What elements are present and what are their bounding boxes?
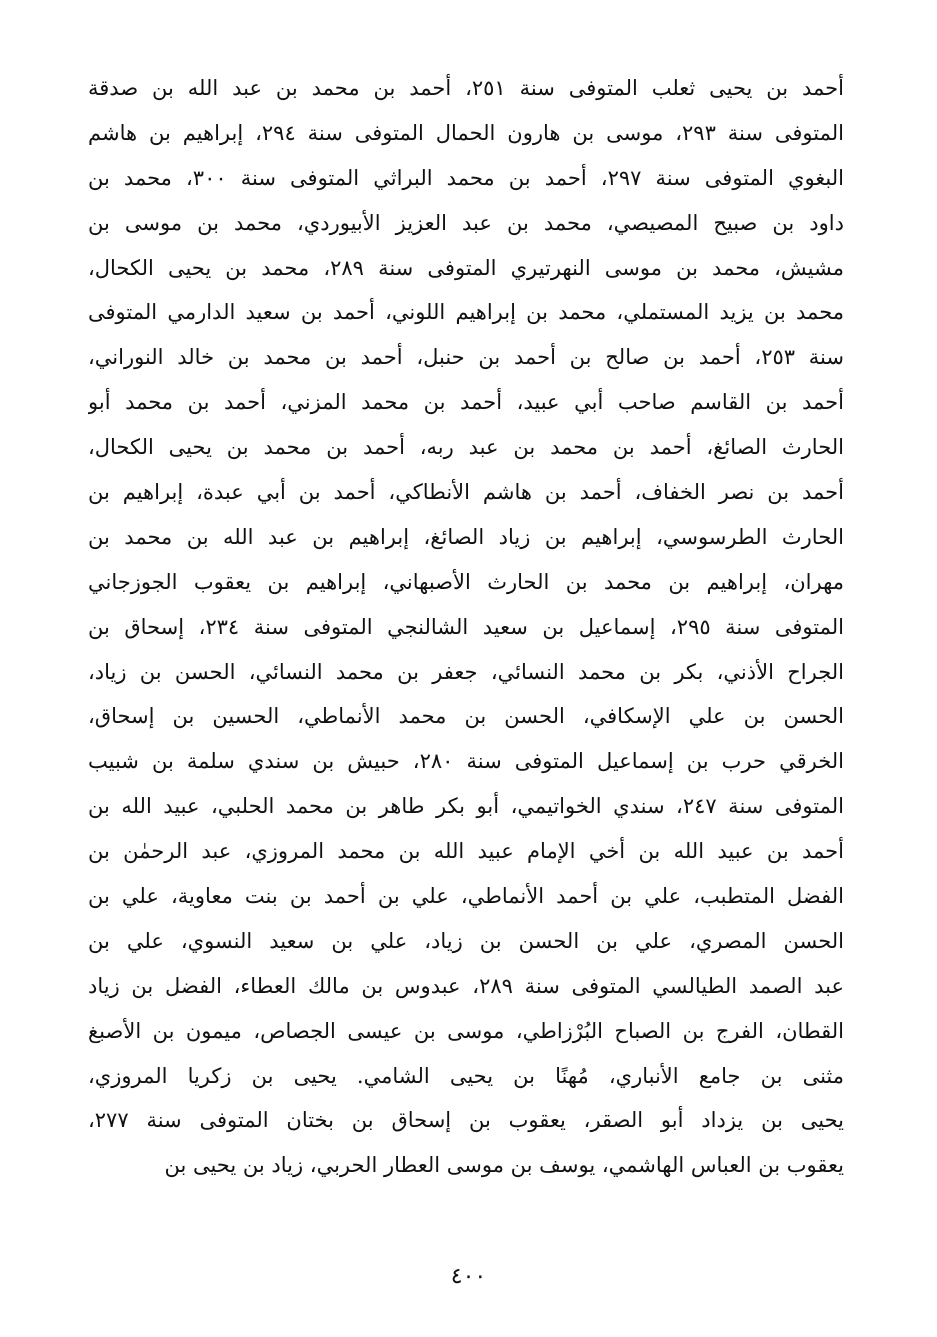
text-line: أحمد بن نصر الخفاف، أحمد بن هاشم الأنطاكي، أحمد بن أبي عبدة، إبراهيم بن (88, 480, 844, 505)
text-line: القطان، الفرج بن الصباح البُرْزاطي، موسى بن عيسى الجصاص، ميمون بن الأصبغ (88, 1018, 844, 1043)
text-line: عبد الصمد الطيالسي المتوفى سنة ٢٨٩، عبدوس بن مالك العطاء، الفضل بن زياد (88, 973, 844, 998)
text-line: مثنى بن جامع الأنباري، مُهنًا بن يحيى الشامي. يحيى بن زكريا المروزي، (88, 1063, 844, 1088)
text-line: المتوفى سنة ٢٤٧، سندي الخواتيمي، أبو بكر طاهر بن محمد الحلبي، عبيد الله بن (88, 794, 844, 819)
text-line: الحارث الصائغ، أحمد بن محمد بن عبد ربه، أحمد بن محمد بن يحيى الكحال، (88, 435, 844, 460)
text-line: محمد بن يزيد المستملي، محمد بن إبراهيم اللوني، أحمد بن سعيد الدارمي المتوفى (88, 300, 844, 325)
text-line: المتوفى سنة ٢٩٣، موسى بن هارون الحمال المتوفى سنة ٢٩٤، إبراهيم بن هاشم (88, 120, 844, 145)
text-line: أحمد بن يحيى ثعلب المتوفى سنة ٢٥١، أحمد بن محمد بن عبد الله بن صدقة (88, 76, 844, 100)
text-line: مشيش، محمد بن موسى النهرتيري المتوفى سنة ٢٨٩، محمد بن يحيى الكحال، (88, 255, 844, 280)
text-line: الفضل المتطبب، علي بن أحمد الأنماطي، علي بن أحمد بن بنت معاوية، علي بن (88, 884, 844, 909)
text-line: يعقوب بن العباس الهاشمي، يوسف بن موسى العطار الحربي، زياد بن يحيى بن (164, 1153, 844, 1178)
page-number: ٤٠٠ (450, 1264, 487, 1289)
text-line: المتوفى سنة ٢٩٥، إسماعيل بن سعيد الشالنجي المتوفى سنة ٢٣٤، إسحاق بن (88, 614, 844, 639)
text-line: الحارث الطرسوسي، إبراهيم بن زياد الصائغ، إبراهيم بن عبد الله بن محمد بن (88, 524, 844, 549)
text-line: البغوي المتوفى سنة ٢٩٧، أحمد بن محمد البراثي المتوفى سنة ٣٠٠، محمد بن (88, 165, 844, 190)
text-line: يحيى بن يزداد أبو الصقر، يعقوب بن إسحاق بن بختان المتوفى سنة ٢٧٧، (88, 1108, 844, 1133)
text-line: الحسن بن علي الإسكافي، الحسن بن محمد الأنماطي، الحسين بن إسحاق، (88, 704, 844, 729)
text-line: أحمد بن عبيد الله بن أخي الإمام عبيد الله بن محمد المروزي، عبد الرحمٰن بن (88, 839, 844, 864)
text-line: مهران، إبراهيم بن محمد بن الحارث الأصبهاني، إبراهيم بن يعقوب الجوزجاني (88, 569, 844, 594)
text-line: الخرقي حرب بن إسماعيل المتوفى سنة ٢٨٠، حبيش بن سندي سلمة بن شبيب (88, 749, 844, 774)
text-line: داود بن صبيح المصيصي، محمد بن عبد العزيز الأبيوردي، محمد بن موسى بن (88, 210, 844, 235)
text-line: أحمد بن القاسم صاحب أبي عبيد، أحمد بن محمد المزني، أحمد بن محمد أبو (88, 390, 844, 415)
text-line: الجراح الأذني، بكر بن محمد النسائي، جعفر بن محمد النسائي، الحسن بن زياد، (88, 659, 844, 684)
text-line: الحسن المصري، علي بن الحسن بن زياد، علي بن سعيد النسوي، علي بن (88, 928, 844, 953)
text-line: سنة ٢٥٣، أحمد بن صالح بن أحمد بن حنبل، أحمد بن محمد بن خالد النوراني، (88, 345, 844, 370)
body-text (88, 66, 844, 1188)
